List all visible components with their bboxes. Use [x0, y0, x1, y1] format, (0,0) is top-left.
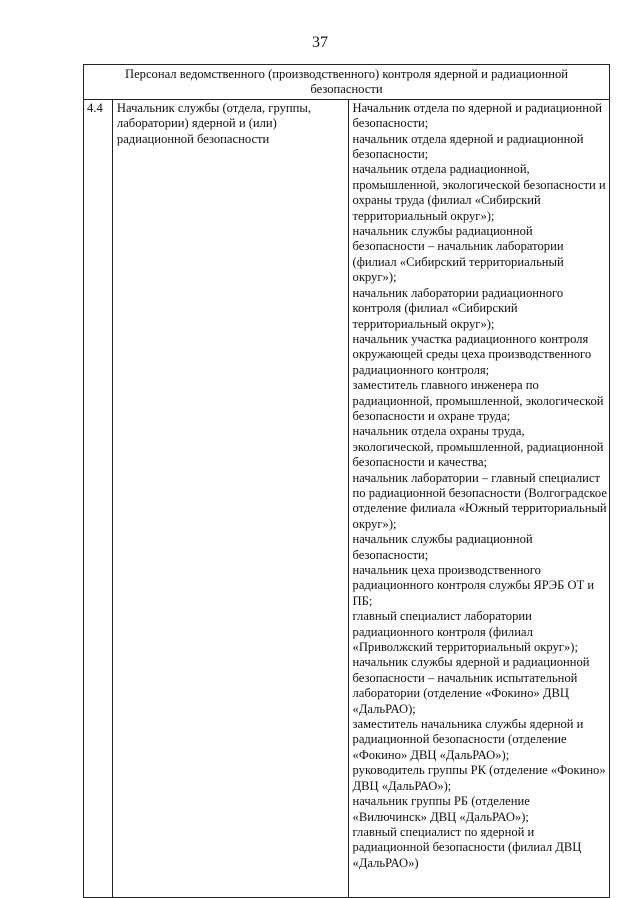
- list-item: начальник отдела радиационной, промышленной, экологической безопасности и охраны труда (филиал «Сибирский территориальный округ»);: [352, 162, 606, 223]
- page-number: 37: [312, 34, 328, 51]
- list-item: главный специалист лаборатории радиационного контроля (филиал «Приволжский территориальный округ»);: [352, 609, 578, 655]
- position-title: Начальник службы (отдела, группы, лаборатории) ядерной и (или) радиационной безопасности: [112, 99, 348, 897]
- list-item: заместитель главного инженера по радиационной, промышленной, экологической безопасности и охране труда;: [352, 378, 604, 423]
- table-row: [84, 99, 610, 897]
- list-item: начальник участка радиационного контроля окружающей среды цеха производственного радиационного контроля;: [352, 331, 592, 377]
- section-header: Персонал ведомственного (производственного) контроля ядерной и радиационной безопасности: [84, 65, 610, 100]
- list-item: начальник службы радиационной безопасности;: [352, 532, 533, 562]
- list-item: начальник лаборатории радиационного контроля (филиал «Сибирский территориальный округ»);: [352, 285, 564, 331]
- list-item: начальник службы радиационной безопасности – начальник лаборатории (филиал «Сибирский территориальный округ»);: [352, 224, 564, 285]
- list-item: начальник службы ядерной и радиационной безопасности – начальник испытательной лаборатории (отделение «Фокино» ДВЦ «ДальРАО);: [352, 655, 590, 716]
- equivalent-positions-list: [348, 99, 609, 897]
- list-item: начальник отдела ядерной и радиационной безопасности;: [352, 131, 584, 162]
- list-item: начальник группы РБ (отделение «Вилючинск» ДВЦ «ДальРАО»);: [352, 794, 530, 824]
- list-item: начальник отдела охраны труда, экологической, промышленной, радиационной безопасности и качества;: [352, 424, 604, 470]
- list-item: руководитель группы РК (отделение «Фокино» ДВЦ «ДальРАО»);: [352, 763, 606, 793]
- list-item: начальник цеха производственного радиационного контроля службы ЯРЭБ ОТ и ПБ;: [352, 563, 595, 608]
- qualification-table: [83, 64, 610, 898]
- list-item: Начальник отдела по ядерной и радиационной безопасности;: [352, 100, 602, 131]
- list-item: начальник лаборатории – главный специалист по радиационной безопасности (Волгоградское отделение филиала «Южный территориальный округ»);: [352, 470, 607, 531]
- row-number: 4.4: [84, 99, 113, 897]
- list-item: главный специалист по ядерной и радиационной безопасности (филиал ДВЦ «ДальРАО»): [352, 824, 582, 870]
- list-item: заместитель начальника службы ядерной и радиационной безопасности (отделение «Фокино» ДВЦ «ДальРАО»);: [352, 717, 584, 762]
- section-header-row: [84, 65, 610, 100]
